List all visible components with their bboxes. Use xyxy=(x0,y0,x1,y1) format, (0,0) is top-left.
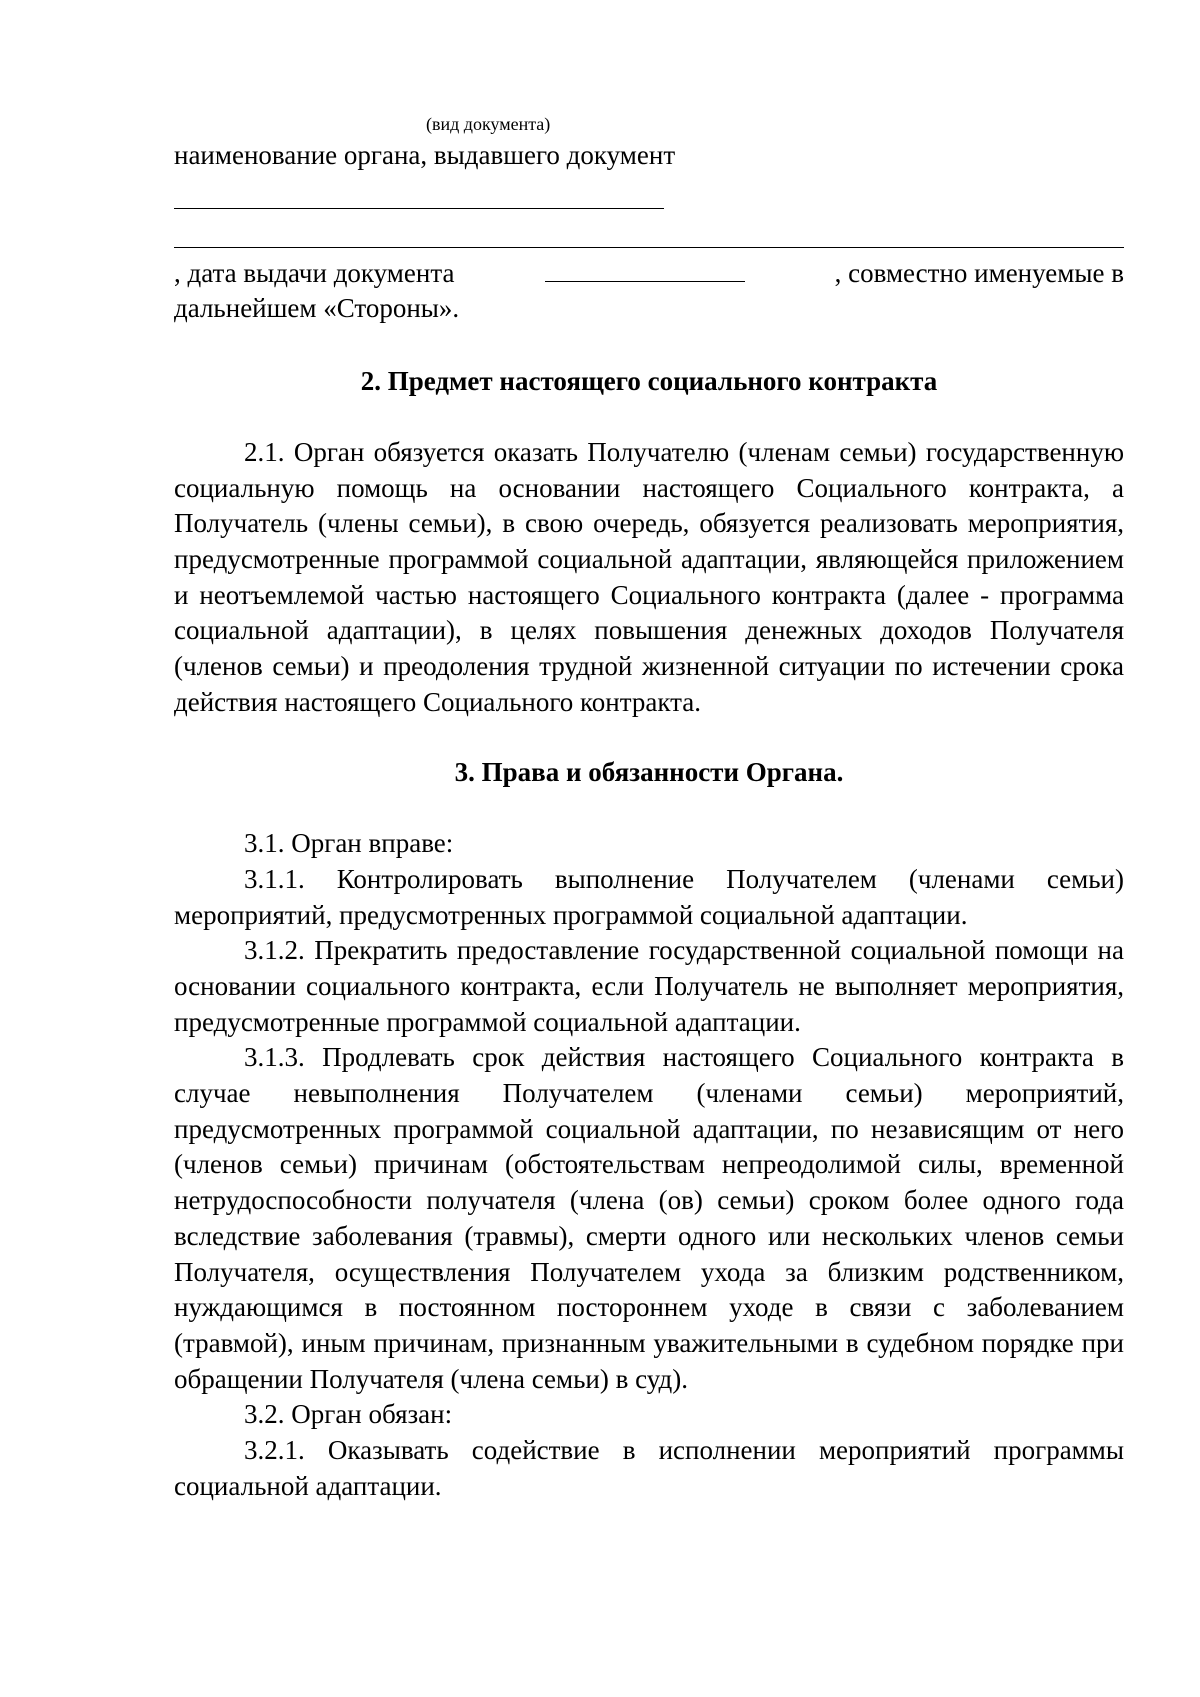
paragraph-3-1: 3.1. Орган вправе: xyxy=(244,828,454,859)
paragraph-3-1-2: 3.1.2. Прекратить предоставление государственной социальной помощи на основании социального контракта, если Получатель не выполняет мероприятия, предусмотренные программой социальной адаптации. xyxy=(174,935,1124,1037)
issuer-full-blank-line xyxy=(174,213,1124,248)
issuer-label: наименование органа, выдавшего документ xyxy=(174,140,676,170)
paragraph-3-1-1: 3.1.1. Контролировать выполнение Получателем (членами семьи) мероприятий, предусмотренных программой социальной адаптации. xyxy=(174,863,1124,930)
parties-line: дальнейшем «Стороны». xyxy=(174,293,460,324)
paragraph-2-1: 2.1. Орган обязуется оказать Получателю (членам семьи) государственную социальную помощь на основании настоящего Социального контракта, а Получатель (члены семьи), в свою очередь, обязуется реализовать мероприятия, предусмотренные программой социальной адаптации, являющейся приложением и неотъемлемой частью настоящего Социального контракта (далее - программа социальной адаптации), в целях повышения денежных доходов Получателя (членов семьи) и преодоления трудной жизненной ситуации по истечении срока действия настоящего Социального контракта. xyxy=(174,436,1124,717)
issuer-blank-line xyxy=(174,174,664,209)
document-body xyxy=(174,112,1124,1505)
paragraph-3-2-1: 3.2.1. Оказывать содействие в исполнении мероприятий программы социальной адаптации. xyxy=(174,1435,1124,1501)
section-3-heading: 3. Права и обязанности Органа. xyxy=(454,757,844,788)
issue-date-blank xyxy=(545,259,745,282)
issue-date-suffix: , совместно именуемые в xyxy=(834,257,1124,288)
section-2-heading: 2. Предмет настоящего социального контракта xyxy=(360,366,938,397)
paragraph-3-2: 3.2. Орган обязан: xyxy=(244,1399,453,1430)
issue-date-row xyxy=(174,256,1124,292)
paragraph-3-1-3: 3.1.3. Продлевать срок действия настоящего Социального контракта в случае невыполнения Получателем (членами семьи) мероприятий, предусмотренных программой социальной адаптации, по независящим от него (членов семьи) причинам (обстоятельствам непреодолимой силы, временной нетрудоспособности получателя (члена (ов) семьи) сроком более одного года вследствие заболевания (травмы), смерти одного или нескольких членов семьи Получателя, осуществления Получателем ухода за близким родственником, нуждающимся в постоянном постороннем уходе в связи с заболеванием (травмой), иным причинам, признанным уважительными в судебном порядке при обращении Получателя (члена семьи) в суд). xyxy=(174,1042,1124,1394)
issue-date-prefix: , дата выдачи документа xyxy=(174,257,455,288)
doc-type-caption: (вид документа) xyxy=(426,114,551,134)
